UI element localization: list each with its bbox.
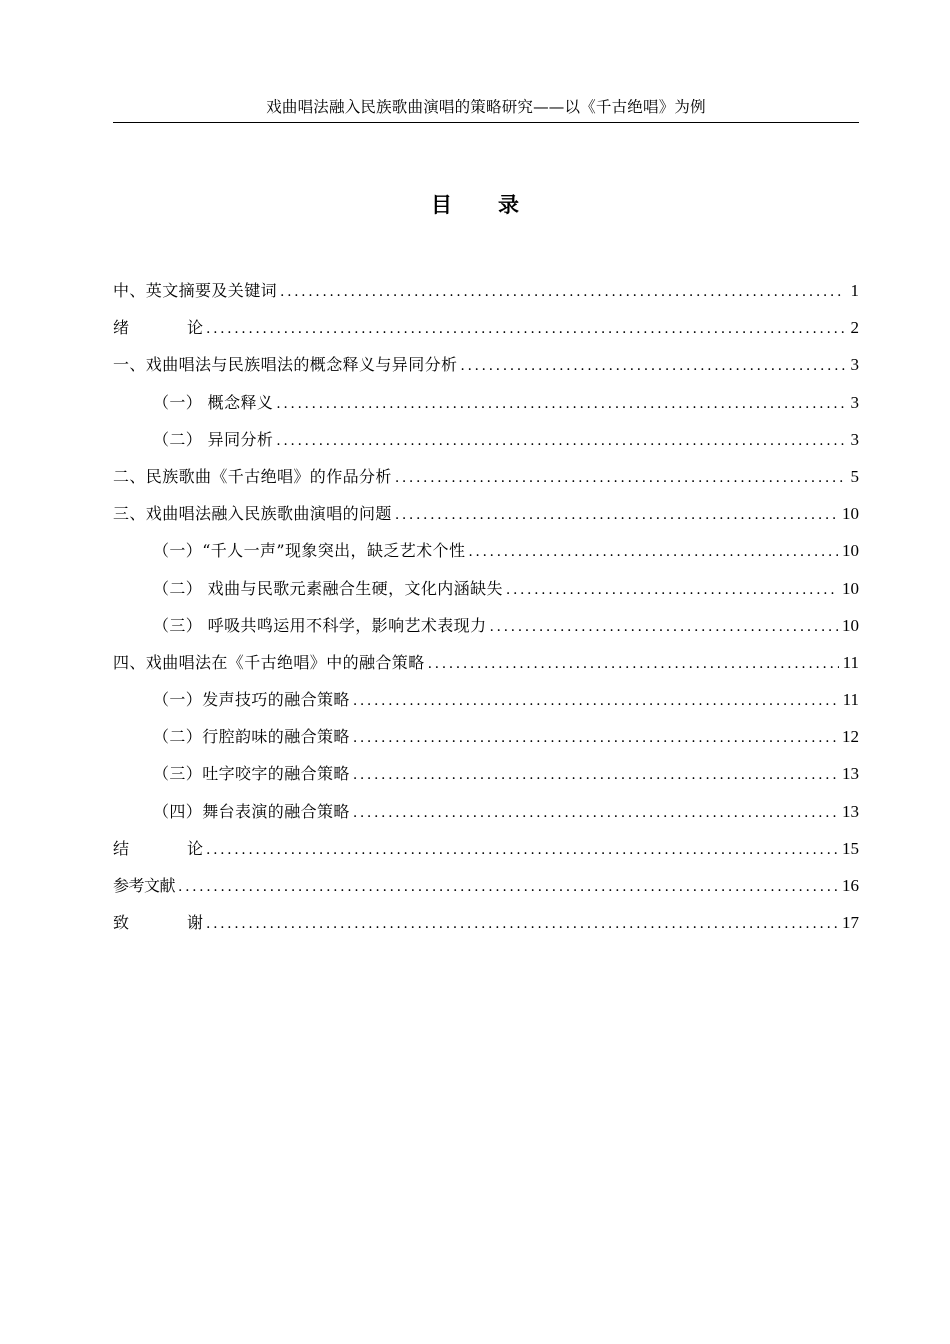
toc-entry-page: 10: [842, 578, 859, 598]
running-header: [113, 95, 859, 123]
toc-entry-label-char-1: 结: [113, 838, 130, 858]
toc-entry-page: 12: [842, 727, 859, 747]
dot-leader: [206, 908, 838, 940]
dot-leader: [353, 685, 839, 717]
toc-entry-label: [113, 833, 203, 865]
toc-entry-section-4-1[interactable]: [113, 684, 859, 721]
toc-title-char-2: 录: [498, 192, 519, 217]
toc-entry-label: （二） 戏曲与民歌元素融合生硬，文化内涵缺失: [153, 578, 503, 598]
dot-leader: [428, 648, 839, 680]
toc-entry-section-1-1[interactable]: [113, 387, 859, 424]
toc-entry-page: 3: [850, 429, 859, 449]
dot-leader: [353, 759, 838, 791]
toc-entry-label-char-2: 论: [187, 318, 204, 338]
toc-entry-page: 17: [842, 913, 859, 933]
toc-entry-page: 13: [842, 764, 859, 784]
toc-entry-label: （二）行腔韵味的融合策略: [153, 727, 350, 747]
dot-leader: [490, 611, 839, 643]
toc-entry-chapter-2[interactable]: [113, 461, 859, 498]
toc-entry-label-char-1: 致: [113, 913, 130, 933]
toc-entry-label-char-2: 论: [187, 838, 204, 858]
toc-entry-section-4-3[interactable]: [113, 758, 859, 795]
toc-entry-label: （二） 异同分析: [153, 429, 274, 449]
toc-entry-label: （三）吐字咬字的融合策略: [153, 764, 350, 784]
toc-entry-page: 1: [850, 281, 859, 300]
toc-entry-conclusion[interactable]: [113, 833, 859, 870]
toc-entry-page: 3: [850, 355, 859, 375]
toc-entry-page: 11: [842, 690, 859, 710]
toc-entry-page: 10: [842, 504, 859, 524]
toc-entry-label: 一、戏曲唱法与民族唱法的概念释义与异同分析: [113, 355, 458, 375]
toc-entry-section-4-4[interactable]: [113, 796, 859, 833]
running-header-title: 戏曲唱法融入民族歌曲演唱的策略研究——以《千古绝唱》为例: [266, 98, 706, 116]
toc-entry-page: 16: [842, 876, 859, 895]
toc-entry-page: 10: [842, 615, 859, 635]
toc-entry-page: 13: [842, 801, 859, 821]
toc-title-char-1: 目: [431, 192, 452, 217]
toc-entry-label: （一）“千人一声”现象突出，缺乏艺术个性: [153, 541, 466, 561]
dot-leader: [468, 536, 838, 568]
toc-entry-section-1-2[interactable]: [113, 424, 859, 461]
toc-entry-acknowledgements[interactable]: [113, 907, 859, 944]
dot-leader: [276, 388, 845, 420]
toc-entry-section-3-2[interactable]: [113, 573, 859, 610]
dot-leader: [460, 350, 845, 382]
toc-entry-page: 10: [842, 541, 859, 561]
toc-entry-abstract[interactable]: [113, 275, 859, 312]
toc-entry-page: 15: [842, 838, 859, 858]
toc-entry-label: （一） 概念释义: [153, 392, 274, 412]
toc-entry-page: 5: [850, 466, 859, 486]
toc-entry-label: 三、戏曲唱法融入民族歌曲演唱的问题: [113, 504, 392, 524]
toc-entry-label-char-2: 谢: [187, 913, 204, 933]
toc-entry-chapter-3[interactable]: [113, 498, 859, 535]
toc-entry-label-char-1: 绪: [113, 318, 130, 338]
toc-entry-section-4-2[interactable]: [113, 721, 859, 758]
toc-entry-page: 2: [850, 318, 859, 338]
toc-entry-chapter-4[interactable]: [113, 647, 859, 684]
toc-entry-label: [113, 907, 203, 939]
toc-entry-label: 四、戏曲唱法在《千古绝唱》中的融合策略: [113, 652, 425, 672]
dot-leader: [206, 834, 838, 866]
toc-entry-label: （一）发声技巧的融合策略: [153, 690, 350, 710]
dot-leader: [395, 499, 838, 531]
toc-entry-label: 参考文献: [113, 876, 176, 895]
toc-entry-label: [113, 312, 203, 344]
toc-entry-label: 中、英文摘要及关键词: [113, 281, 278, 300]
toc-entry-label: （四）舞台表演的融合策略: [153, 801, 350, 821]
table-of-contents: [113, 275, 859, 944]
dot-leader: [353, 797, 838, 829]
dot-leader: [506, 574, 838, 606]
toc-entry-section-3-1[interactable]: [113, 535, 859, 572]
dot-leader: [280, 276, 845, 308]
toc-entry-section-3-3[interactable]: [113, 610, 859, 647]
toc-entry-page: 3: [850, 392, 859, 412]
dot-leader: [206, 313, 845, 345]
toc-title: [0, 188, 950, 222]
toc-entry-label: （三） 呼吸共鸣运用不科学，影响艺术表现力: [153, 615, 487, 635]
dot-leader: [395, 462, 845, 494]
toc-entry-page: 11: [842, 652, 859, 672]
dot-leader: [276, 425, 845, 457]
toc-entry-label: 二、民族歌曲《千古绝唱》的作品分析: [113, 466, 392, 486]
dot-leader: [178, 871, 838, 903]
toc-entry-references[interactable]: [113, 870, 859, 907]
toc-entry-introduction[interactable]: [113, 312, 859, 349]
toc-entry-chapter-1[interactable]: [113, 349, 859, 386]
dot-leader: [353, 722, 838, 754]
